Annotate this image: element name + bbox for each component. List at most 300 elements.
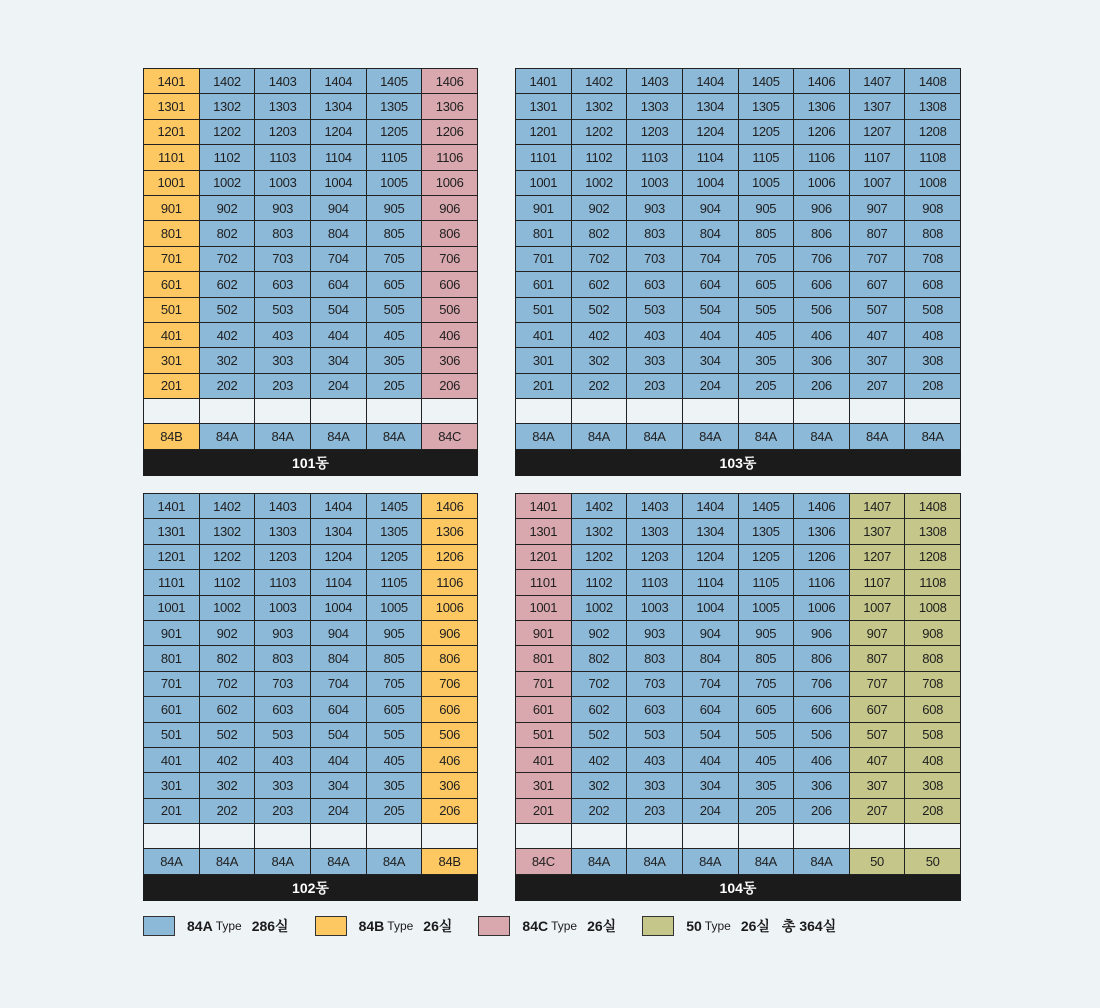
empty-cell (200, 399, 256, 424)
unit-cell: 702 (572, 247, 628, 272)
unit-cell: 803 (627, 646, 683, 671)
unit-cell: 707 (850, 247, 906, 272)
legend-swatch (478, 916, 510, 936)
unit-cell: 701 (144, 672, 200, 697)
legend-type-suffix: Type (704, 919, 731, 933)
unit-cell: 904 (311, 621, 367, 646)
unit-cell: 501 (516, 298, 572, 323)
unit-cell: 603 (255, 697, 311, 722)
unit-cell: 406 (794, 323, 850, 348)
unit-cell: 507 (850, 298, 906, 323)
unit-cell: 405 (367, 323, 423, 348)
unit-cell: 801 (516, 646, 572, 671)
unit-cell: 1004 (683, 596, 739, 621)
unit-cell: 302 (572, 348, 628, 373)
unit-cell: 204 (311, 799, 367, 824)
building-name: 104동 (515, 875, 961, 901)
unit-cell: 705 (739, 247, 795, 272)
unit-cell: 1105 (739, 570, 795, 595)
unit-cell: 1405 (739, 494, 795, 519)
unit-cell: 701 (516, 672, 572, 697)
unit-cell: 1306 (794, 519, 850, 544)
unit-cell: 604 (683, 272, 739, 297)
unit-cell: 501 (144, 298, 200, 323)
unit-cell: 807 (850, 221, 906, 246)
unit-cell: 306 (794, 773, 850, 798)
legend-count: 26실 (423, 918, 453, 934)
unit-cell: 203 (255, 374, 311, 399)
legend-item-50 (642, 916, 836, 936)
unit-cell: 1305 (367, 519, 423, 544)
unit-type-cell: 84A (627, 424, 683, 449)
unit-cell: 506 (422, 298, 478, 323)
unit-cell: 606 (422, 697, 478, 722)
unit-cell: 604 (683, 697, 739, 722)
unit-cell: 1308 (905, 94, 961, 119)
unit-cell: 1003 (627, 596, 683, 621)
unit-cell: 1202 (572, 545, 628, 570)
unit-cell: 803 (627, 221, 683, 246)
unit-cell: 1306 (422, 94, 478, 119)
unit-cell: 1004 (311, 596, 367, 621)
unit-cell: 1403 (627, 69, 683, 94)
unit-cell: 1006 (794, 596, 850, 621)
empty-cell (311, 399, 367, 424)
unit-cell: 407 (850, 748, 906, 773)
empty-cell (905, 824, 961, 849)
unit-type-cell: 84C (516, 849, 572, 874)
unit-cell: 1301 (516, 519, 572, 544)
unit-cell: 302 (200, 773, 256, 798)
unit-cell: 601 (516, 272, 572, 297)
unit-cell: 402 (572, 323, 628, 348)
unit-cell: 401 (516, 748, 572, 773)
unit-cell: 703 (255, 247, 311, 272)
unit-cell: 907 (850, 621, 906, 646)
empty-cell (627, 824, 683, 849)
unit-cell: 408 (905, 748, 961, 773)
unit-cell: 201 (144, 374, 200, 399)
unit-cell: 1305 (739, 94, 795, 119)
unit-cell: 1204 (683, 120, 739, 145)
unit-type-cell: 84A (905, 424, 961, 449)
unit-cell: 1404 (311, 494, 367, 519)
unit-cell: 503 (255, 298, 311, 323)
unit-cell: 1108 (905, 145, 961, 170)
unit-grid (143, 493, 478, 875)
unit-cell: 806 (794, 646, 850, 671)
unit-cell: 203 (255, 799, 311, 824)
unit-cell: 906 (422, 196, 478, 221)
unit-cell: 704 (311, 672, 367, 697)
unit-cell: 1105 (367, 570, 423, 595)
empty-cell (144, 824, 200, 849)
unit-cell: 1006 (794, 171, 850, 196)
unit-cell: 608 (905, 697, 961, 722)
unit-cell: 805 (739, 221, 795, 246)
unit-cell: 903 (627, 196, 683, 221)
unit-cell: 1205 (367, 120, 423, 145)
empty-cell (850, 399, 906, 424)
unit-cell: 502 (200, 723, 256, 748)
unit-cell: 906 (422, 621, 478, 646)
unit-cell: 1305 (367, 94, 423, 119)
unit-cell: 602 (572, 697, 628, 722)
building-name: 103동 (515, 450, 961, 476)
unit-cell: 401 (516, 323, 572, 348)
legend-swatch (315, 916, 347, 936)
unit-cell: 1304 (311, 519, 367, 544)
unit-cell: 703 (255, 672, 311, 697)
unit-cell: 1304 (683, 94, 739, 119)
unit-cell: 902 (200, 196, 256, 221)
unit-cell: 905 (739, 196, 795, 221)
unit-type-cell: 84A (572, 424, 628, 449)
unit-cell: 801 (516, 221, 572, 246)
unit-cell: 504 (683, 298, 739, 323)
unit-type-cell: 84A (311, 849, 367, 874)
unit-cell: 805 (367, 221, 423, 246)
unit-cell: 607 (850, 272, 906, 297)
unit-type-cell: 84A (200, 849, 256, 874)
unit-cell: 1206 (794, 120, 850, 145)
unit-cell: 1008 (905, 596, 961, 621)
unit-cell: 704 (683, 247, 739, 272)
unit-cell: 1204 (683, 545, 739, 570)
unit-cell: 503 (255, 723, 311, 748)
unit-cell: 305 (367, 773, 423, 798)
unit-cell: 1208 (905, 120, 961, 145)
unit-cell: 805 (739, 646, 795, 671)
unit-type-cell: 84A (683, 849, 739, 874)
unit-cell: 202 (200, 799, 256, 824)
unit-cell: 504 (683, 723, 739, 748)
unit-cell: 207 (850, 799, 906, 824)
unit-cell: 1001 (144, 596, 200, 621)
unit-type-cell: 84A (200, 424, 256, 449)
unit-cell: 1402 (572, 494, 628, 519)
unit-cell: 605 (739, 272, 795, 297)
unit-cell: 1305 (739, 519, 795, 544)
unit-cell: 408 (905, 323, 961, 348)
unit-cell: 305 (367, 348, 423, 373)
unit-cell: 303 (255, 348, 311, 373)
legend-swatch (143, 916, 175, 936)
unit-cell: 208 (905, 374, 961, 399)
unit-cell: 1206 (794, 545, 850, 570)
unit-cell: 806 (794, 221, 850, 246)
building-name: 102동 (143, 875, 478, 901)
unit-cell: 1404 (311, 69, 367, 94)
unit-cell: 1201 (144, 120, 200, 145)
unit-cell: 704 (683, 672, 739, 697)
unit-cell: 301 (516, 773, 572, 798)
unit-cell: 304 (311, 773, 367, 798)
unit-cell: 1304 (311, 94, 367, 119)
unit-grid (515, 493, 961, 875)
unit-cell: 1204 (311, 545, 367, 570)
unit-cell: 706 (422, 672, 478, 697)
unit-cell: 1002 (200, 171, 256, 196)
unit-grid (515, 68, 961, 450)
unit-cell: 205 (739, 799, 795, 824)
unit-cell: 1406 (422, 494, 478, 519)
unit-cell: 904 (683, 621, 739, 646)
unit-cell: 1406 (422, 69, 478, 94)
unit-cell: 907 (850, 196, 906, 221)
unit-cell: 803 (255, 646, 311, 671)
unit-cell: 801 (144, 221, 200, 246)
legend-type: 50 (686, 918, 702, 934)
unit-cell: 804 (311, 221, 367, 246)
unit-cell: 1401 (516, 494, 572, 519)
unit-type-cell: 84A (739, 849, 795, 874)
unit-cell: 1303 (627, 519, 683, 544)
unit-cell: 1208 (905, 545, 961, 570)
empty-cell (367, 399, 423, 424)
building-103 (515, 68, 961, 476)
unit-cell: 1005 (739, 171, 795, 196)
unit-cell: 603 (627, 697, 683, 722)
unit-cell: 1101 (516, 570, 572, 595)
unit-cell: 1001 (516, 596, 572, 621)
unit-cell: 1002 (572, 171, 628, 196)
total-count: 총 364실 (781, 918, 837, 934)
unit-cell: 1003 (627, 171, 683, 196)
unit-cell: 1404 (683, 69, 739, 94)
unit-cell: 301 (144, 348, 200, 373)
unit-cell: 808 (905, 221, 961, 246)
unit-cell: 905 (367, 196, 423, 221)
empty-cell (572, 824, 628, 849)
unit-cell: 702 (200, 672, 256, 697)
unit-cell: 1104 (683, 570, 739, 595)
unit-cell: 1104 (683, 145, 739, 170)
unit-cell: 1104 (311, 570, 367, 595)
unit-type-cell: 84A (739, 424, 795, 449)
empty-cell (516, 824, 572, 849)
empty-cell (905, 399, 961, 424)
unit-cell: 505 (367, 723, 423, 748)
unit-cell: 1206 (422, 545, 478, 570)
unit-cell: 204 (683, 374, 739, 399)
legend-count: 286실 (251, 918, 289, 934)
legend-type: 84B (358, 918, 385, 934)
unit-cell: 607 (850, 697, 906, 722)
unit-cell: 705 (739, 672, 795, 697)
unit-cell: 308 (905, 348, 961, 373)
unit-cell: 1201 (516, 120, 572, 145)
unit-cell: 906 (794, 196, 850, 221)
unit-cell: 505 (739, 298, 795, 323)
unit-cell: 1101 (144, 145, 200, 170)
unit-cell: 1201 (516, 545, 572, 570)
unit-cell: 708 (905, 247, 961, 272)
unit-cell: 304 (683, 773, 739, 798)
unit-cell: 807 (850, 646, 906, 671)
unit-cell: 1107 (850, 145, 906, 170)
unit-cell: 208 (905, 799, 961, 824)
unit-cell: 1004 (311, 171, 367, 196)
unit-cell: 202 (572, 799, 628, 824)
unit-cell: 204 (311, 374, 367, 399)
unit-cell: 705 (367, 672, 423, 697)
unit-cell: 604 (311, 697, 367, 722)
unit-cell: 1002 (200, 596, 256, 621)
unit-cell: 1108 (905, 570, 961, 595)
unit-cell: 603 (627, 272, 683, 297)
unit-cell: 806 (422, 221, 478, 246)
unit-cell: 802 (572, 646, 628, 671)
unit-cell: 1301 (144, 519, 200, 544)
unit-cell: 1205 (739, 120, 795, 145)
unit-type-cell: 84A (255, 849, 311, 874)
unit-type-cell: 84B (422, 849, 478, 874)
unit-cell: 1402 (572, 69, 628, 94)
unit-cell: 701 (144, 247, 200, 272)
unit-cell: 1202 (200, 545, 256, 570)
empty-cell (850, 824, 906, 849)
unit-cell: 1405 (367, 69, 423, 94)
unit-cell: 1106 (794, 145, 850, 170)
unit-cell: 904 (683, 196, 739, 221)
unit-cell: 803 (255, 221, 311, 246)
unit-cell: 505 (739, 723, 795, 748)
unit-cell: 1008 (905, 171, 961, 196)
unit-cell: 1007 (850, 596, 906, 621)
unit-cell: 1307 (850, 94, 906, 119)
empty-cell (627, 399, 683, 424)
unit-cell: 802 (200, 646, 256, 671)
unit-cell: 1103 (627, 570, 683, 595)
unit-cell: 601 (144, 272, 200, 297)
empty-cell (367, 824, 423, 849)
unit-cell: 703 (627, 672, 683, 697)
unit-cell: 405 (367, 748, 423, 773)
unit-cell: 602 (572, 272, 628, 297)
unit-cell: 906 (794, 621, 850, 646)
unit-cell: 205 (367, 374, 423, 399)
unit-cell: 305 (739, 773, 795, 798)
empty-cell (422, 399, 478, 424)
unit-cell: 804 (311, 646, 367, 671)
unit-cell: 1102 (572, 145, 628, 170)
unit-cell: 903 (255, 196, 311, 221)
unit-cell: 506 (422, 723, 478, 748)
unit-cell: 1004 (683, 171, 739, 196)
unit-cell: 1401 (516, 69, 572, 94)
unit-cell: 306 (422, 773, 478, 798)
unit-cell: 207 (850, 374, 906, 399)
unit-cell: 1106 (794, 570, 850, 595)
unit-cell: 406 (794, 748, 850, 773)
unit-cell: 1002 (572, 596, 628, 621)
unit-cell: 304 (683, 348, 739, 373)
unit-cell: 608 (905, 272, 961, 297)
unit-cell: 604 (311, 272, 367, 297)
unit-cell: 307 (850, 773, 906, 798)
empty-cell (255, 399, 311, 424)
unit-cell: 503 (627, 298, 683, 323)
unit-cell: 1408 (905, 69, 961, 94)
unit-cell: 1001 (144, 171, 200, 196)
legend-item-84c (478, 916, 616, 936)
unit-cell: 1203 (627, 545, 683, 570)
unit-cell: 703 (627, 247, 683, 272)
unit-cell: 1302 (200, 94, 256, 119)
unit-cell: 702 (572, 672, 628, 697)
unit-cell: 602 (200, 697, 256, 722)
unit-cell: 1302 (572, 94, 628, 119)
empty-cell (683, 399, 739, 424)
unit-cell: 701 (516, 247, 572, 272)
unit-cell: 704 (311, 247, 367, 272)
unit-type-cell: 50 (850, 849, 906, 874)
unit-cell: 908 (905, 621, 961, 646)
unit-cell: 1401 (144, 69, 200, 94)
unit-cell: 304 (311, 348, 367, 373)
unit-cell: 1407 (850, 69, 906, 94)
unit-cell: 1105 (739, 145, 795, 170)
unit-cell: 706 (794, 672, 850, 697)
unit-cell: 303 (627, 773, 683, 798)
unit-cell: 901 (516, 196, 572, 221)
unit-cell: 1005 (367, 596, 423, 621)
unit-cell: 606 (422, 272, 478, 297)
unit-cell: 206 (422, 374, 478, 399)
unit-cell: 403 (255, 748, 311, 773)
unit-cell: 203 (627, 374, 683, 399)
unit-type-cell: 84A (794, 424, 850, 449)
unit-cell: 502 (572, 723, 628, 748)
unit-cell: 606 (794, 697, 850, 722)
unit-cell: 306 (422, 348, 478, 373)
unit-cell: 1006 (422, 596, 478, 621)
unit-cell: 804 (683, 646, 739, 671)
unit-type-cell: 84C (422, 424, 478, 449)
unit-cell: 904 (311, 196, 367, 221)
unit-cell: 1302 (200, 519, 256, 544)
legend-item-84a (143, 916, 289, 936)
unit-cell: 804 (683, 221, 739, 246)
unit-cell: 1404 (683, 494, 739, 519)
unit-cell: 1003 (255, 596, 311, 621)
unit-cell: 403 (627, 748, 683, 773)
unit-cell: 1106 (422, 145, 478, 170)
unit-type-cell: 84A (255, 424, 311, 449)
unit-cell: 702 (200, 247, 256, 272)
unit-cell: 901 (144, 621, 200, 646)
unit-cell: 1301 (516, 94, 572, 119)
unit-cell: 605 (367, 272, 423, 297)
unit-cell: 308 (905, 773, 961, 798)
unit-cell: 301 (516, 348, 572, 373)
unit-cell: 1306 (422, 519, 478, 544)
unit-cell: 605 (367, 697, 423, 722)
unit-cell: 707 (850, 672, 906, 697)
unit-type-cell: 50 (905, 849, 961, 874)
unit-cell: 1003 (255, 171, 311, 196)
unit-cell: 401 (144, 748, 200, 773)
unit-cell: 302 (200, 348, 256, 373)
unit-cell: 306 (794, 348, 850, 373)
unit-cell: 305 (739, 348, 795, 373)
unit-cell: 1402 (200, 494, 256, 519)
unit-cell: 506 (794, 298, 850, 323)
unit-type-cell: 84A (850, 424, 906, 449)
unit-cell: 404 (683, 748, 739, 773)
unit-cell: 901 (144, 196, 200, 221)
